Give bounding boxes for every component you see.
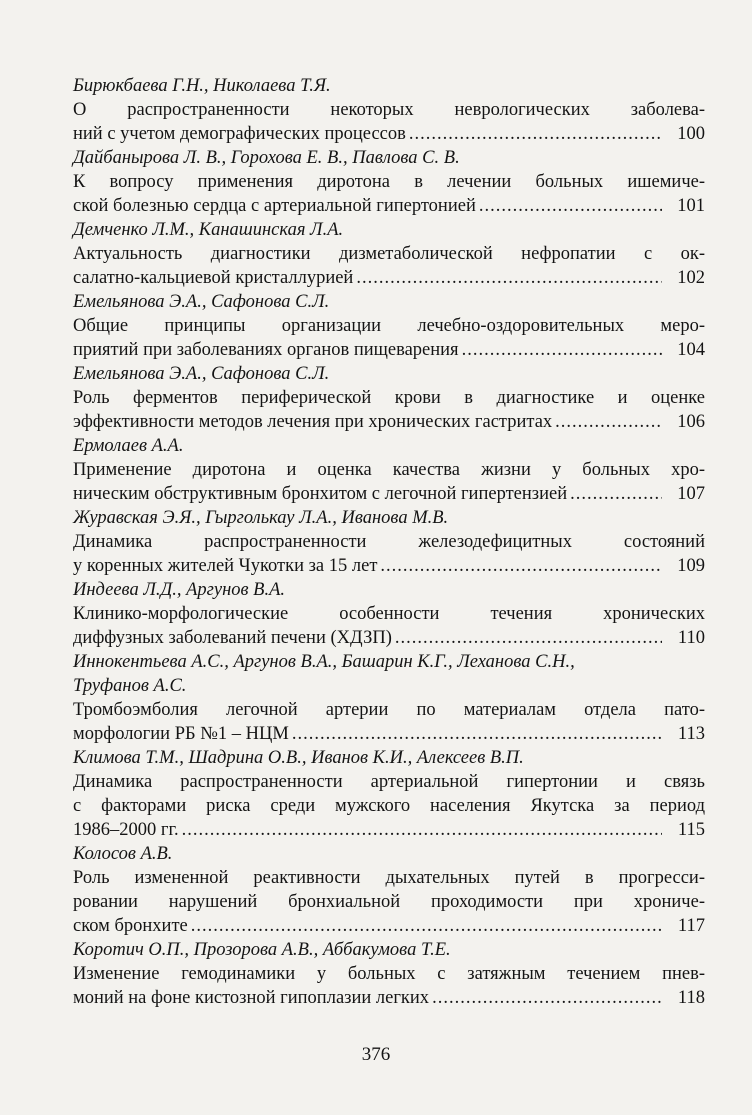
entry-page-number: 106 <box>677 412 705 432</box>
toc-entry <box>73 146 705 218</box>
entry-title-line: Роль ферментов периферической крови в диагностике и оценке <box>73 388 705 408</box>
entry-title-text: салатно-кальциевой кристаллурией <box>73 268 354 288</box>
leader-dots <box>432 986 662 1010</box>
entry-authors: Ермолаев А.А. <box>73 436 184 456</box>
entry-authors: Емельянова Э.А., Сафонова С.Л. <box>73 364 330 384</box>
toc-entry <box>73 74 705 146</box>
entry-title-line <box>73 914 705 938</box>
leader-dots <box>380 554 662 578</box>
entry-title-text: морфологии РБ №1 – НЦМ <box>73 724 289 744</box>
toc-entry <box>73 650 705 746</box>
entry-title-line: Тромбоэмболия легочной артерии по материалам отдела пато- <box>73 700 705 720</box>
toc-entry <box>73 362 705 434</box>
entry-title-line <box>73 818 705 842</box>
entry-title-line: К вопросу применения диротона в лечении больных ишемиче- <box>73 172 705 192</box>
entry-title-line <box>73 482 705 506</box>
entry-title-line <box>73 554 705 578</box>
toc-entry <box>73 218 705 290</box>
entry-page-number: 117 <box>677 916 705 936</box>
toc-entry <box>73 578 705 650</box>
entry-title-line: Клинико-морфологические особенности течения хронических <box>73 604 705 624</box>
entry-title-line: Применение диротона и оценка качества жизни у больных хро- <box>73 460 705 480</box>
entry-title-line: Динамика распространенности артериальной гипертонии и связь <box>73 772 705 792</box>
entry-title-line <box>73 266 705 290</box>
entry-title-text: ническим обструктивным бронхитом с легочной гипертензией <box>73 484 568 504</box>
leader-dots <box>182 818 662 842</box>
toc-entry <box>73 434 705 506</box>
entry-authors: Дайбанырова Л. В., Горохова Е. В., Павлова С. В. <box>73 148 460 168</box>
leader-dots <box>395 626 662 650</box>
entry-title-line <box>73 410 705 434</box>
leader-dots <box>570 482 662 506</box>
entry-authors: Иннокентьева А.С., Аргунов В.А., Башарин К.Г., Леханова С.Н., <box>73 652 575 672</box>
entry-page-number: 115 <box>677 820 705 840</box>
entry-title-line <box>73 122 705 146</box>
entry-title-line: с факторами риска среди мужского населения Якутска за период <box>73 796 705 816</box>
entry-title-line <box>73 986 705 1010</box>
leader-dots <box>356 266 662 290</box>
entry-authors: Колосов А.В. <box>73 844 173 864</box>
entry-page-number: 110 <box>677 628 705 648</box>
entry-page-number: 100 <box>677 124 705 144</box>
entry-title-line: Динамика распространенности железодефицитных состояний <box>73 532 705 552</box>
entry-authors: Индеева Л.Д., Аргунов В.А. <box>73 580 286 600</box>
entry-title-text: ской болезнью сердца с артериальной гипертонией <box>73 196 476 216</box>
entry-title-line: Изменение гемодинамики у больных с затяжным течением пнев- <box>73 964 705 984</box>
entry-title-line <box>73 338 705 362</box>
entry-title-line <box>73 722 705 746</box>
entry-title-text: ском бронхите <box>73 916 188 936</box>
entry-authors: Климова Т.М., Шадрина О.В., Иванов К.И., Алексеев В.П. <box>73 748 524 768</box>
toc-entry <box>73 506 705 578</box>
entry-page-number: 109 <box>677 556 705 576</box>
leader-dots <box>292 722 662 746</box>
toc-entry <box>73 842 705 938</box>
entry-authors: Журавская Э.Я., Гырголькау Л.А., Иванова М.В. <box>73 508 449 528</box>
entry-title-text: у коренных жителей Чукотки за 15 лет <box>73 556 378 576</box>
leader-dots <box>191 914 662 938</box>
entry-title-text: диффузных заболеваний печени (ХДЗП) <box>73 628 392 648</box>
leader-dots <box>462 338 662 362</box>
page-number: 376 <box>361 1044 391 1065</box>
toc-entry <box>73 290 705 362</box>
entry-title-text: эффективности методов лечения при хронических гастритах <box>73 412 553 432</box>
entry-page-number: 102 <box>677 268 705 288</box>
entry-page-number: 101 <box>677 196 705 216</box>
toc-entry <box>73 746 705 842</box>
entry-title-line <box>73 626 705 650</box>
entry-authors: Бирюкбаева Г.Н., Николаева Т.Я. <box>73 76 331 96</box>
leader-dots <box>409 122 662 146</box>
entry-title-line: Роль измененной реактивности дыхательных путей в прогресси- <box>73 868 705 888</box>
entry-title-line: Актуальность диагностики дизметаболической нефропатии с ок- <box>73 244 705 264</box>
entry-page-number: 118 <box>677 988 705 1008</box>
entry-page-number: 104 <box>677 340 705 360</box>
entry-title-line: ровании нарушений бронхиальной проходимости при хрониче- <box>73 892 705 912</box>
entry-title-text: ний с учетом демографических процессов <box>73 124 406 144</box>
toc-entry <box>73 938 705 1010</box>
entry-authors: Емельянова Э.А., Сафонова С.Л. <box>73 292 330 312</box>
entry-authors: Демченко Л.М., Канашинская Л.А. <box>73 220 344 240</box>
leader-dots <box>479 194 662 218</box>
entry-title-line <box>73 194 705 218</box>
entry-authors: Коротич О.П., Прозорова А.В., Аббакумова Т.Е. <box>73 940 451 960</box>
entry-title-text: моний на фоне кистозной гипоплазии легких <box>73 988 430 1008</box>
entry-page-number: 113 <box>677 724 705 744</box>
entry-title-text: 1986–2000 гг. <box>73 820 179 840</box>
entry-authors: Труфанов А.С. <box>73 676 187 696</box>
entry-title-line: О распространенности некоторых неврологических заболева- <box>73 100 705 120</box>
table-of-contents <box>73 74 705 1010</box>
entry-title-line: Общие принципы организации лечебно-оздоровительных меро- <box>73 316 705 336</box>
entry-page-number: 107 <box>677 484 705 504</box>
entry-title-text: приятий при заболеваниях органов пищеварения <box>73 340 459 360</box>
leader-dots <box>555 410 662 434</box>
